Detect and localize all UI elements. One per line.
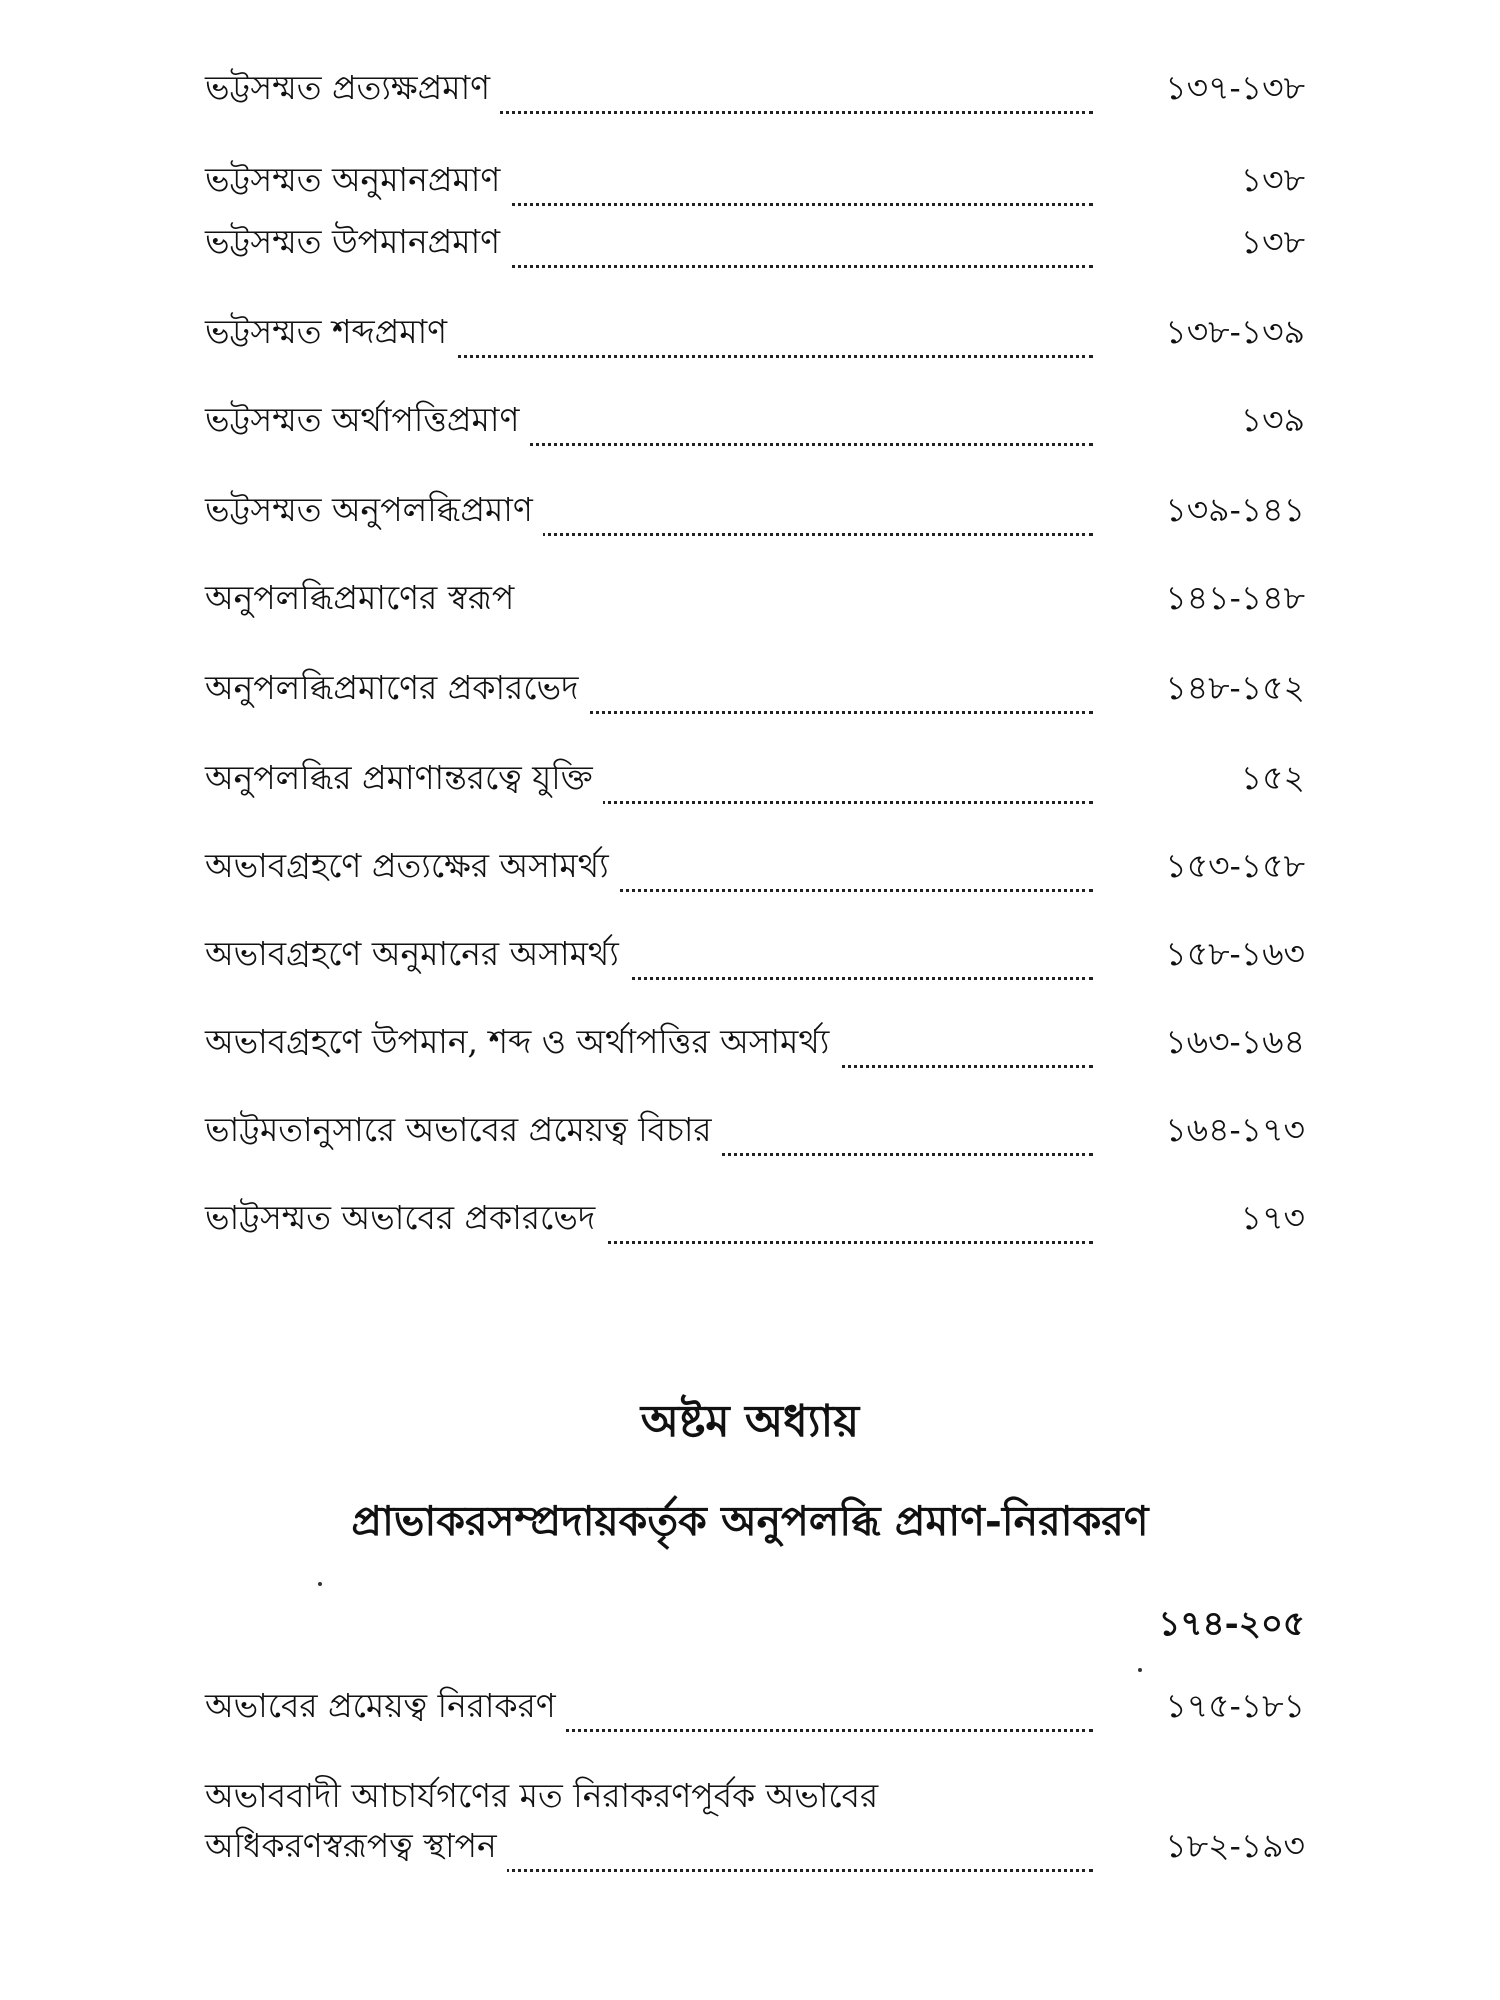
toc-entry-title: ভট্টসম্মত অনুপলব্ধিপ্রমাণ xyxy=(205,484,543,540)
toc-entry-pages: ১৩৮ xyxy=(1240,222,1305,261)
toc-entry xyxy=(205,68,1305,128)
toc-entry-title: অভাবের প্রমেয়ত্ব নিরাকরণ xyxy=(205,1680,566,1736)
toc-entry-pages: ১৫২ xyxy=(1240,758,1305,797)
scan-speck xyxy=(318,1582,322,1586)
toc-entry-title-line2: অধিকরণস্বরূপত্ব স্থাপন xyxy=(205,1820,507,1876)
toc-entry xyxy=(205,1198,1305,1258)
toc-entry-title: অভাবগ্রহণে উপমান, শব্দ ও অর্থাপত্তির অসামর্থ্য xyxy=(205,1016,839,1072)
toc-entry xyxy=(205,312,1305,372)
toc-entry-title: অনুপলব্ধিপ্রমাণের প্রকারভেদ xyxy=(205,662,588,718)
toc-entry-pages: ১৪১-১৪৮ xyxy=(1165,578,1305,617)
toc-entry-pages: ১৬৩-১৬৪ xyxy=(1165,1022,1305,1061)
toc-entry-pages: ১৩৮-১৩৯ xyxy=(1165,312,1305,351)
toc-entry-pages: ১৫৩-১৫৮ xyxy=(1165,846,1305,885)
toc-entry-title: অনুপলব্ধিপ্রমাণের স্বরূপ xyxy=(205,572,524,628)
toc-entry xyxy=(205,1826,1305,1886)
toc-entry-title: অভাবগ্রহণে অনুমানের অসামর্থ্য xyxy=(205,928,629,984)
toc-entry xyxy=(205,1110,1305,1170)
toc-entry-pages: ১৩৭-১৩৮ xyxy=(1165,68,1305,107)
toc-entry xyxy=(205,400,1305,460)
toc-entry xyxy=(205,1022,1305,1082)
toc-entry-pages: ১৩৯ xyxy=(1240,400,1305,439)
toc-entry xyxy=(205,1686,1305,1746)
toc-entry xyxy=(205,490,1305,550)
toc-entry xyxy=(205,578,1305,638)
toc-entry-title: ভট্টসম্মত অনুমানপ্রমাণ xyxy=(205,154,510,210)
toc-entry-pages: ১৩৯-১৪১ xyxy=(1165,490,1305,529)
toc-entry-title: অনুপলব্ধির প্রমাণান্তরত্বে যুক্তি xyxy=(205,752,603,808)
toc-entry-title: ভাট্টসম্মত অভাবের প্রকারভেদ xyxy=(205,1192,605,1248)
toc-entry xyxy=(205,160,1305,220)
scan-speck xyxy=(1138,1668,1142,1672)
toc-entry-title: ভট্টসম্মত উপমানপ্রমাণ xyxy=(205,216,510,272)
toc-entry-title: ভাট্টমতানুসারে অভাবের প্রমেয়ত্ব বিচার xyxy=(205,1104,722,1160)
chapter-title: প্রাভাকরসম্প্রদায়কর্তৃক অনুপলব্ধি প্রমাণ-নিরাকরণ xyxy=(351,1497,1149,1545)
toc-entry xyxy=(205,668,1305,728)
toc-entry-title: ভট্টসম্মত প্রত্যক্ষপ্রমাণ xyxy=(205,62,500,118)
chapter-page-range: ১৭৪-২০৫ xyxy=(1158,1604,1305,1644)
toc-entry xyxy=(205,934,1305,994)
toc-entry-title: ভট্টসম্মত শব্দপ্রমাণ xyxy=(205,306,457,362)
toc-entry-pages: ১৬৪-১৭৩ xyxy=(1165,1110,1305,1149)
toc-entry-title: ভট্টসম্মত অর্থাপত্তিপ্রমাণ xyxy=(205,394,529,450)
toc-entry-title-line1: অভাববাদী আচার্যগণের মত নিরাকরণপূর্বক অভাবের xyxy=(205,1776,879,1815)
toc-entry-pages: ১৭৫-১৮১ xyxy=(1165,1686,1305,1725)
toc-entry-pages: ১৮২-১৯৩ xyxy=(1165,1826,1305,1865)
toc-entry-pages: ১৪৮-১৫২ xyxy=(1165,668,1305,707)
toc-entry-pages: ১৩৮ xyxy=(1240,160,1305,199)
toc-entry xyxy=(205,758,1305,818)
toc-entry-pages: ১৫৮-১৬৩ xyxy=(1165,934,1305,973)
toc-entry xyxy=(205,846,1305,906)
chapter-heading: অষ্টম অধ্যায় xyxy=(640,1396,860,1447)
toc-entry-title: অভাবগ্রহণে প্রত্যক্ষের অসামর্থ্য xyxy=(205,840,619,896)
toc-entry-pages: ১৭৩ xyxy=(1240,1198,1305,1237)
toc-entry xyxy=(205,222,1305,282)
